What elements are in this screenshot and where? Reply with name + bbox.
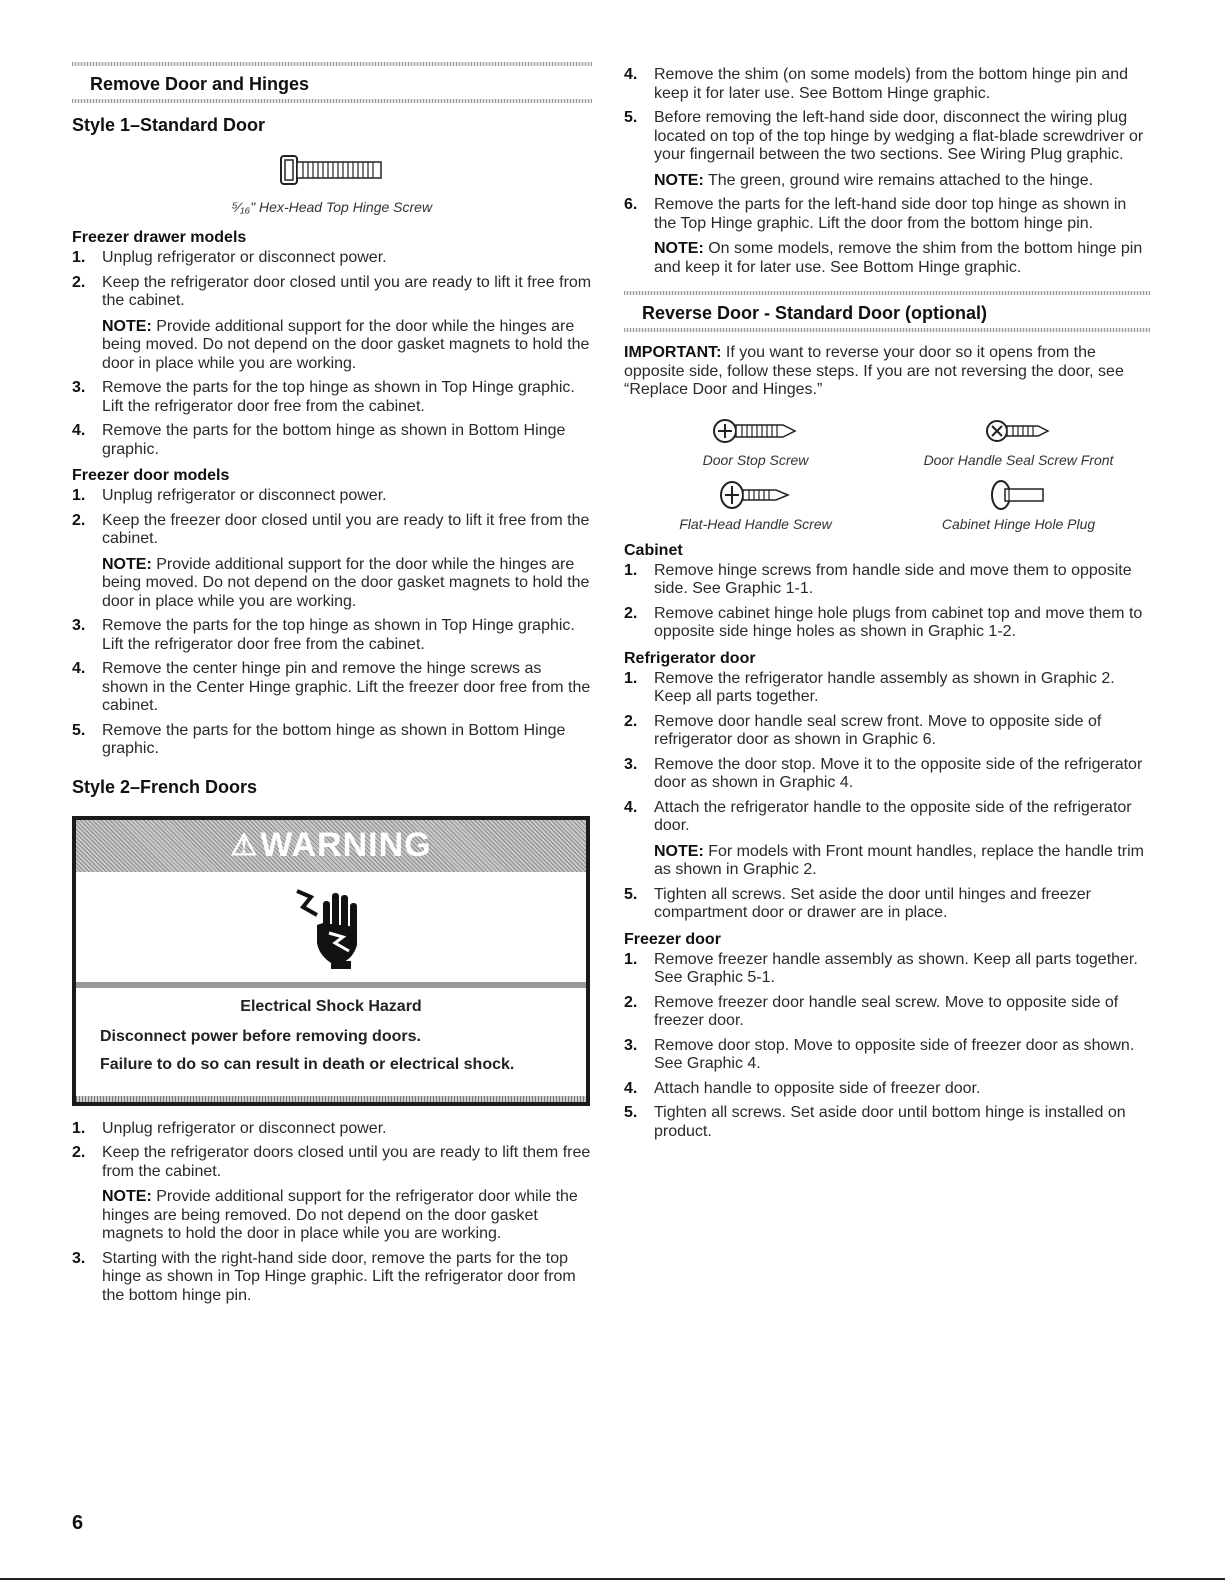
step-text: Unplug refrigerator or disconnect power. bbox=[102, 1119, 387, 1137]
door-stop-screw-figure bbox=[624, 414, 887, 468]
parts-figures bbox=[624, 414, 1150, 532]
step-number: 3. bbox=[624, 755, 638, 773]
step-number: 3. bbox=[624, 1036, 638, 1054]
step-note bbox=[102, 1188, 592, 1244]
note-text: The green, ground wire remains attached to the hinge. bbox=[707, 171, 1094, 189]
freezer-drawer-steps bbox=[72, 249, 592, 459]
list-item bbox=[72, 1144, 592, 1244]
step-text: Remove freezer handle assembly as shown. Keep all parts together. See Graphic 5-1. bbox=[654, 950, 1138, 986]
list-item bbox=[72, 249, 592, 268]
freezer-door-models-title: Freezer door models bbox=[72, 467, 230, 484]
step-text: Remove the center hinge pin and remove the hinge screws as shown in the Center Hinge graphic. Lift the freezer door free from the cabinet. bbox=[102, 660, 591, 714]
list-item bbox=[72, 617, 592, 654]
step-number: 5. bbox=[72, 721, 86, 739]
section-rule-bottom bbox=[624, 328, 1150, 332]
cabinet-steps bbox=[624, 562, 1150, 642]
refrigerator-door-title: Refrigerator door bbox=[624, 649, 756, 667]
step-number: 1. bbox=[72, 487, 86, 504]
note-text: Provide additional support for the door while the hinges are being moved. Do not depend on the door gasket magnets to hold the door in place while you are working. bbox=[102, 555, 590, 610]
step-number: 5. bbox=[624, 1104, 638, 1121]
step-text: Unplug refrigerator or disconnect power. bbox=[102, 249, 387, 266]
electrical-shock-hand-icon bbox=[291, 885, 371, 969]
list-item bbox=[624, 1037, 1150, 1074]
step-text: Remove freezer door handle seal screw. Move to opposite side of freezer door. bbox=[654, 993, 1119, 1029]
flat-head-screw-figure bbox=[624, 478, 887, 532]
list-item bbox=[624, 562, 1150, 599]
list-item bbox=[624, 605, 1150, 642]
step-number: 5. bbox=[624, 885, 638, 903]
step-number: 4. bbox=[72, 422, 86, 439]
step-number: 2. bbox=[624, 712, 638, 730]
warning-banner-text: WARNING bbox=[260, 826, 432, 864]
step-text: Keep the refrigerator doors closed until you are ready to lift them free from the cabinet. bbox=[102, 1144, 591, 1180]
note-label: NOTE: bbox=[654, 171, 704, 189]
french-doors-steps bbox=[72, 1120, 592, 1306]
step-text: Starting with the right-hand side door, remove the parts for the top hinge as shown in Top Hinge graphic. Lift the refrigerator door from the bottom hinge pin. bbox=[102, 1249, 576, 1304]
step-note bbox=[102, 318, 592, 374]
step-number: 1. bbox=[624, 950, 638, 968]
section-rule-bottom bbox=[72, 99, 592, 103]
page-number: 6 bbox=[72, 1512, 84, 1534]
warning-banner bbox=[76, 820, 586, 872]
step-text: Remove door handle seal screw front. Move to opposite side of refrigerator door as shown in Graphic 6. bbox=[654, 712, 1102, 748]
note-label: NOTE: bbox=[102, 555, 152, 573]
important-text: If you want to reverse your door so it opens from the opposite side, follow these steps. If you are not reversing the door, see “Replace Door and Hinges.” bbox=[624, 344, 1124, 398]
note-text: Provide additional support for the refrigerator door while the hinges are being removed. Do not depend on the door gasket magnets to hold the door in place while you are working. bbox=[102, 1188, 578, 1242]
list-item bbox=[72, 274, 592, 374]
list-item bbox=[624, 886, 1150, 923]
hazard-title: Electrical Shock Hazard bbox=[240, 997, 422, 1015]
door-stop-screw-caption: Door Stop Screw bbox=[702, 451, 809, 468]
list-item bbox=[72, 1250, 592, 1306]
step-text: Remove the parts for the bottom hinge as shown in Bottom Hinge graphic. bbox=[102, 721, 566, 757]
list-item bbox=[624, 670, 1150, 707]
section-title: Remove Door and Hinges bbox=[90, 74, 310, 94]
step-number: 1. bbox=[624, 669, 638, 687]
seal-screw-caption: Door Handle Seal Screw Front bbox=[923, 451, 1114, 468]
step-text: Before removing the left-hand side door, disconnect the wiring plug located on top of the top hinge by wedging a flat-blade screwdriver or your fingernail between the two sections. See Wiring Plug graphic. bbox=[654, 109, 1144, 163]
warning-triangle-icon: ⚠ bbox=[230, 829, 259, 862]
step-number: 2. bbox=[624, 604, 638, 622]
step-text: Keep the refrigerator door closed until you are ready to lift it free from the cabinet. bbox=[102, 273, 592, 309]
section-rule-top bbox=[72, 62, 592, 66]
page-bottom-rule bbox=[0, 1578, 1225, 1580]
step-number: 4. bbox=[624, 66, 638, 83]
step-text: Tighten all screws. Set aside door until bottom hinge is installed on product. bbox=[654, 1104, 1126, 1140]
step-text: Attach the refrigerator handle to the opposite side of the refrigerator door. bbox=[654, 798, 1132, 834]
step-text: Remove cabinet hinge hole plugs from cabinet top and move them to opposite side hinge holes as shown in Graphic 1-2. bbox=[654, 604, 1143, 640]
step-text: Remove the refrigerator handle assembly as shown in Graphic 2. Keep all parts together. bbox=[654, 669, 1115, 705]
important-label: IMPORTANT: bbox=[624, 344, 722, 361]
list-item bbox=[624, 109, 1150, 190]
list-item bbox=[624, 994, 1150, 1031]
warning-box bbox=[72, 816, 590, 1106]
step-note bbox=[102, 556, 592, 612]
step-number: 3. bbox=[72, 1249, 86, 1267]
note-label: NOTE: bbox=[654, 240, 704, 257]
section-header-remove-door bbox=[72, 62, 592, 103]
list-item bbox=[624, 713, 1150, 750]
freezer-door-models-steps bbox=[72, 487, 592, 759]
freezer-drawer-title: Freezer drawer models bbox=[72, 229, 247, 246]
freezer-door-steps bbox=[624, 951, 1150, 1142]
hex-screw-figure bbox=[72, 150, 592, 215]
list-item bbox=[72, 379, 592, 416]
step-text: Tighten all screws. Set aside the door until hinges and freezer compartment door or drawer are in place. bbox=[654, 885, 1091, 921]
list-item bbox=[72, 422, 592, 459]
hinge-hole-plug-icon bbox=[987, 478, 1051, 512]
hole-plug-caption: Cabinet Hinge Hole Plug bbox=[941, 515, 1096, 532]
flat-head-screw-caption: Flat-Head Handle Screw bbox=[679, 515, 832, 532]
step-note bbox=[654, 172, 1150, 191]
left-column bbox=[72, 62, 592, 1311]
door-stop-screw-icon bbox=[711, 414, 801, 448]
step-text: Unplug refrigerator or disconnect power. bbox=[102, 487, 387, 504]
step-number: 4. bbox=[624, 798, 638, 816]
step-number: 1. bbox=[72, 249, 86, 266]
list-item bbox=[72, 1120, 592, 1139]
list-item bbox=[624, 951, 1150, 988]
step-text: Remove door stop. Move to opposite side of freezer door as shown. See Graphic 4. bbox=[654, 1036, 1135, 1072]
step-number: 1. bbox=[72, 1119, 86, 1137]
list-item bbox=[624, 1080, 1150, 1099]
style2-title: Style 2–French Doors bbox=[72, 776, 258, 797]
flat-head-screw-icon bbox=[718, 478, 794, 512]
warning-line-1: Disconnect power before removing doors. bbox=[100, 1027, 421, 1045]
note-text: Provide additional support for the door while the hinges are being moved. Do not depend on the door gasket magnets to hold the door in place while you are working. bbox=[102, 317, 590, 372]
section-rule-top bbox=[624, 291, 1150, 295]
step-number: 3. bbox=[72, 379, 86, 396]
step-number: 2. bbox=[72, 1144, 86, 1161]
list-item bbox=[72, 512, 592, 612]
list-item bbox=[72, 487, 592, 506]
note-text: For models with Front mount handles, replace the handle trim as shown in Graphic 2. bbox=[654, 842, 1144, 878]
note-label: NOTE: bbox=[654, 842, 704, 860]
list-item bbox=[624, 196, 1150, 277]
important-paragraph bbox=[624, 344, 1150, 400]
list-item bbox=[624, 756, 1150, 793]
note-text: On some models, remove the shim from the bottom hinge pin and keep it for later use. See Bottom Hinge graphic. bbox=[654, 240, 1143, 276]
french-doors-steps-continued bbox=[624, 66, 1150, 277]
note-label: NOTE: bbox=[102, 317, 152, 335]
step-text: Attach handle to opposite side of freezer door. bbox=[654, 1079, 981, 1097]
step-text: Remove the parts for the bottom hinge as shown in Bottom Hinge graphic. bbox=[102, 422, 566, 458]
freezer-door-title: Freezer door bbox=[624, 930, 721, 948]
step-text: Remove the parts for the top hinge as shown in Top Hinge graphic. Lift the refrigerator door free from the cabinet. bbox=[102, 379, 575, 415]
step-number: 2. bbox=[624, 993, 638, 1011]
list-item bbox=[624, 66, 1150, 103]
hole-plug-figure bbox=[887, 478, 1150, 532]
list-item bbox=[624, 799, 1150, 880]
seal-screw-icon bbox=[984, 414, 1054, 448]
list-item bbox=[624, 1104, 1150, 1141]
right-column bbox=[624, 66, 1150, 1147]
warning-footer-rule bbox=[76, 1096, 586, 1102]
step-number: 6. bbox=[624, 196, 638, 213]
note-label: NOTE: bbox=[102, 1188, 152, 1205]
cabinet-title: Cabinet bbox=[624, 541, 683, 559]
step-text: Remove the parts for the top hinge as shown in Top Hinge graphic. Lift the refrigerator door free from the cabinet. bbox=[102, 617, 575, 653]
warning-text bbox=[76, 988, 586, 1096]
warning-line-2: Failure to do so can result in death or electrical shock. bbox=[100, 1055, 515, 1073]
step-number: 2. bbox=[72, 511, 86, 529]
refrigerator-door-steps bbox=[624, 670, 1150, 923]
step-text: Remove the door stop. Move it to the opposite side of the refrigerator door as shown in Graphic 4. bbox=[654, 755, 1143, 791]
step-number: 4. bbox=[72, 660, 86, 677]
step-text: Keep the freezer door closed until you are ready to lift it free from the cabinet. bbox=[102, 511, 590, 547]
step-text: Remove hinge screws from handle side and move them to opposite side. See Graphic 1-1. bbox=[654, 561, 1132, 597]
list-item bbox=[72, 660, 592, 716]
section-header-reverse-door bbox=[624, 291, 1150, 332]
hex-head-screw-icon bbox=[277, 150, 387, 190]
step-number: 3. bbox=[72, 617, 86, 634]
section-title: Reverse Door - Standard Door (optional) bbox=[642, 303, 988, 323]
step-text: Remove the shim (on some models) from the bottom hinge pin and keep it for later use. See Bottom Hinge graphic. bbox=[654, 66, 1129, 102]
step-number: 1. bbox=[624, 561, 638, 579]
step-number: 4. bbox=[624, 1079, 638, 1097]
step-text: Remove the parts for the left-hand side door top hinge as shown in the Top Hinge graphic. Lift the door from the bottom hinge pin. bbox=[654, 196, 1127, 232]
step-note bbox=[654, 240, 1150, 277]
style1-title: Style 1–Standard Door bbox=[72, 115, 266, 135]
hex-screw-caption: ⁵⁄₁₆" Hex-Head Top Hinge Screw bbox=[231, 199, 433, 215]
step-note bbox=[654, 843, 1150, 880]
seal-screw-figure bbox=[887, 414, 1150, 468]
step-number: 5. bbox=[624, 109, 638, 126]
shock-hazard-figure bbox=[76, 872, 586, 988]
step-number: 2. bbox=[72, 273, 86, 291]
list-item bbox=[72, 722, 592, 759]
